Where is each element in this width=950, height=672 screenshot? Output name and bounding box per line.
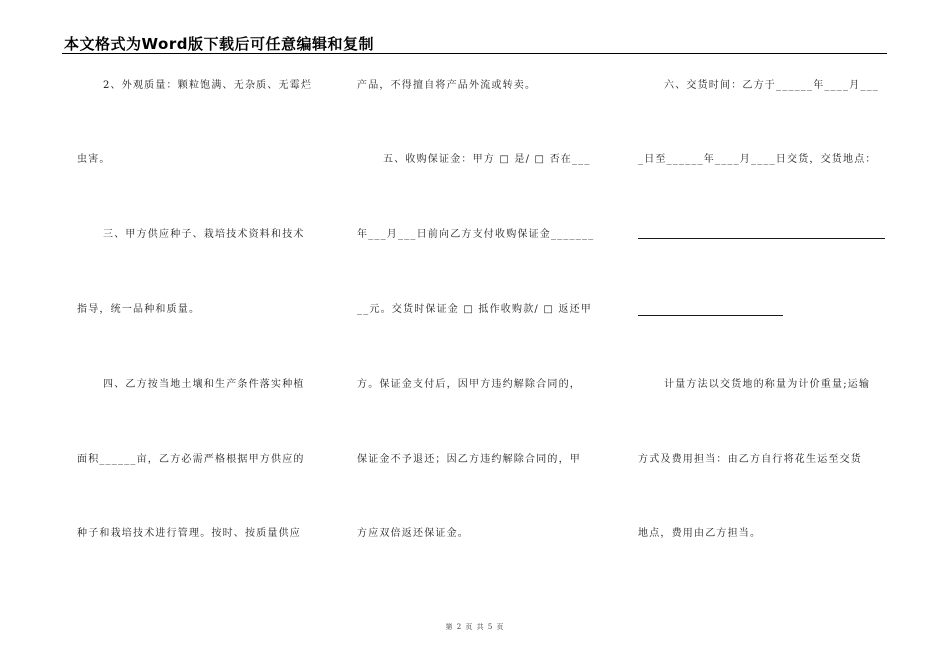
paragraph-line: 面积______亩，乙方必需严格根据甲方供应的 [77,454,305,465]
paragraph-line: 地点，费用由乙方担当。 [638,528,762,539]
header-divider [62,53,887,54]
page-number-footer: 第 2 页 共 5 页 [445,623,505,631]
paragraph-line: __元。交货时保证金 □ 抵作收购款/ □ 返还甲 [357,304,592,315]
paragraph-line: 三、甲方供应种子、栽培技术资料和技术 [103,229,305,240]
paragraph-line: 年___月___日前向乙方支付收购保证金_______ [357,229,595,240]
fill-in-blank-line [638,315,783,316]
document-header-title: 本文格式为Word版下载后可任意编辑和复制 [64,35,374,53]
paragraph-line: 四、乙方按当地土壤和生产条件落实种植 [103,379,305,390]
paragraph-line: 保证金不予退还；因乙方违约解除合同的，甲 [357,454,581,465]
paragraph-line: _日至______年____月____日交货，交货地点： [638,154,877,165]
paragraph-line: 方。保证金支付后，因甲方违约解除合同的， [357,379,581,390]
paragraph-line: 2、外观质量：颗粒饱满、无杂质、无霉烂 [103,80,313,91]
paragraph-line: 计量方法以交货地的称量为计价重量;运输 [664,379,871,390]
paragraph-line: 产品，不得擅自将产品外流或转卖。 [357,80,537,91]
paragraph-line: 指导，统一品种和质量。 [77,304,201,315]
paragraph-line: 虫害。 [77,154,111,165]
paragraph-line: 方应双倍返还保证金。 [357,528,469,539]
paragraph-line: 六、交货时间：乙方于______年____月___ [664,80,879,91]
paragraph-line: 种子和栽培技术进行管理。按时、按质量供应 [77,528,301,539]
paragraph-line: 方式及费用担当：由乙方自行将花生运至交货 [638,454,862,465]
paragraph-line: 五、收购保证金：甲方 □ 是/ □ 否在___ [383,154,591,165]
fill-in-blank-line [638,238,885,239]
